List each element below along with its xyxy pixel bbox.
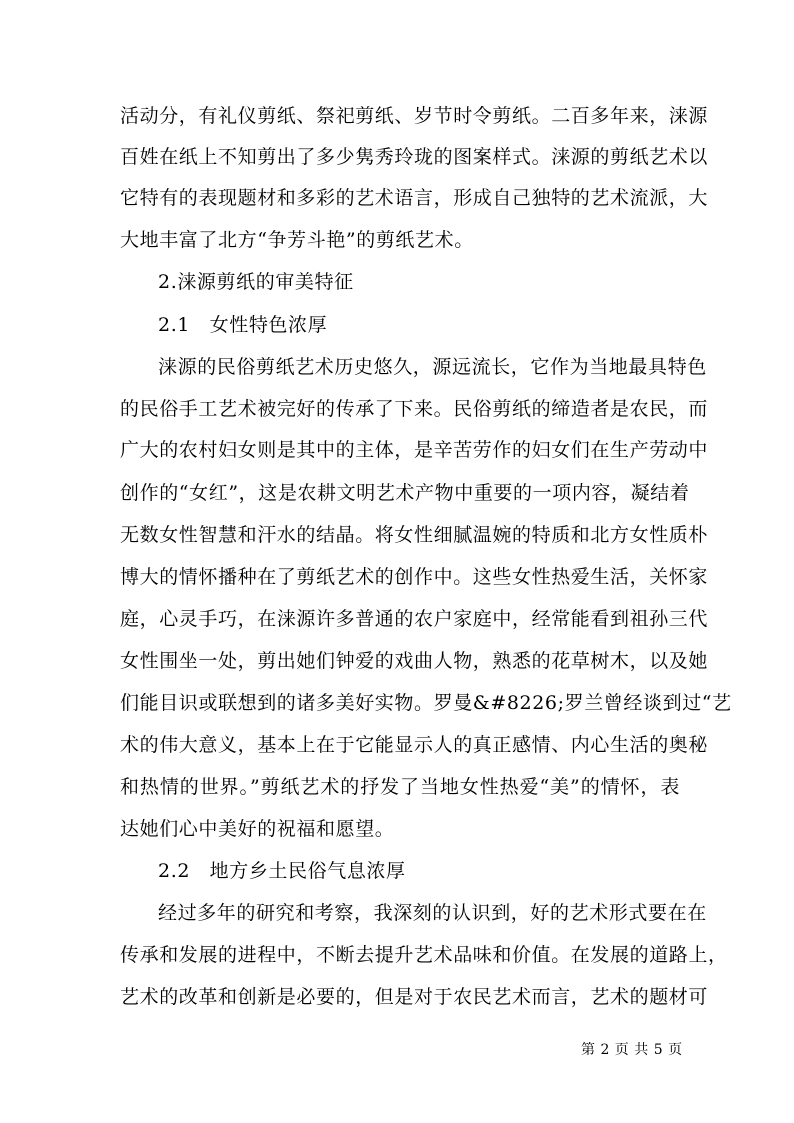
- subsection-heading: 2.2 地方乡土民俗气息浓厚: [158, 860, 406, 882]
- paragraph-line: 百姓在纸上不知剪出了多少隽秀玲珑的图案样式。涞源的剪纸艺术以: [120, 146, 709, 168]
- paragraph-line: 术的伟大意义，基本上在于它能显示人的真正感情、内心生活的奥秘: [120, 734, 709, 756]
- paragraph-line: 女性围坐一处，剪出她们钟爱的戏曲人物，熟悉的花草树木，以及她: [120, 650, 709, 672]
- paragraph-line: 广大的农村妇女则是其中的主体，是辛苦劳作的妇女们在生产劳动中: [120, 439, 709, 461]
- paragraph-line: 的民俗手工艺术被完好的传承了下来。民俗剪纸的缔造者是农民，而: [120, 398, 709, 420]
- paragraph-line: 涞源的民俗剪纸艺术历史悠久，源远流长，它作为当地最具特色: [158, 356, 707, 378]
- paragraph-line: 们能目识或联想到的诸多美好实物。罗曼&#8226;罗兰曾经谈到过“艺: [120, 692, 732, 714]
- paragraph-line: 艺术的改革和创新是必要的，但是对于农民艺术而言，艺术的题材可: [120, 986, 709, 1008]
- paragraph-line: 和热情的世界。”剪纸艺术的抒发了当地女性热爱“美”的情怀，表: [120, 776, 680, 798]
- paragraph-line: 庭，心灵手巧，在涞源许多普通的农户家庭中，经常能看到祖孙三代: [120, 608, 709, 630]
- page-number-footer: 第 2 页 共 5 页: [581, 1042, 683, 1058]
- paragraph-line: 它特有的表现题材和多彩的艺术语言，形成自己独特的艺术流派，大: [120, 187, 709, 209]
- paragraph-line: 达她们心中美好的祝福和愿望。: [120, 818, 395, 840]
- paragraph-line: 创作的“女红”，这是农耕文明艺术产物中重要的一项内容，凝结着: [120, 482, 690, 504]
- paragraph-line: 活动分，有礼仪剪纸、祭祀剪纸、岁节时令剪纸。二百多年来，涞源: [120, 105, 709, 127]
- paragraph-line: 无数女性智慧和汗水的结晶。将女性细腻温婉的特质和北方女性质朴: [120, 524, 709, 546]
- paragraph-line: 大地丰富了北方“争芳斗艳”的剪纸艺术。: [120, 229, 474, 251]
- subsection-heading: 2.1 女性特色浓厚: [158, 314, 328, 336]
- paragraph-line: 经过多年的研究和考察，我深刻的认识到，好的艺术形式要在在: [158, 902, 707, 924]
- paragraph-line: 传承和发展的进程中，不断去提升艺术品味和价值。在发展的道路上，: [120, 944, 728, 966]
- paragraph-line: 博大的情怀播种在了剪纸艺术的创作中。这些女性热爱生活，关怀家: [120, 566, 709, 588]
- section-heading: 2.涞源剪纸的审美特征: [158, 271, 354, 293]
